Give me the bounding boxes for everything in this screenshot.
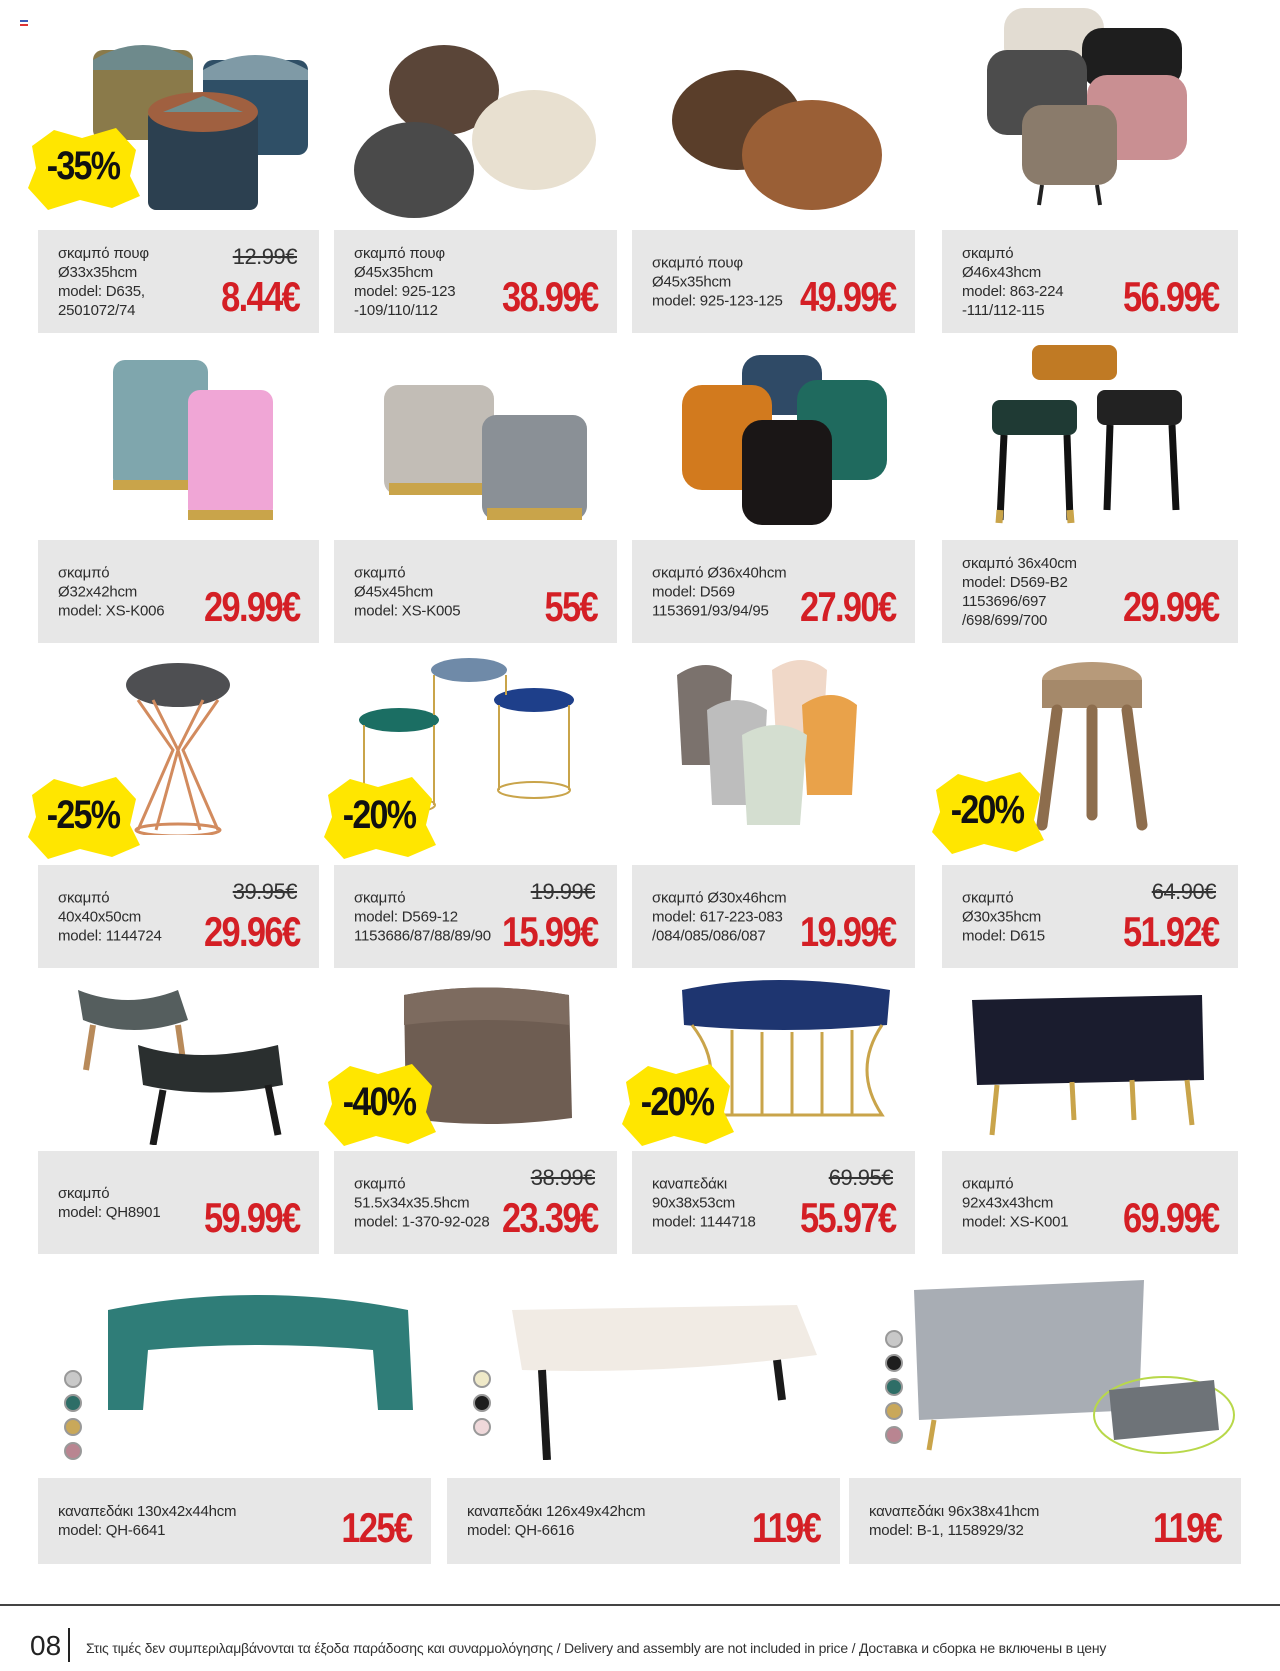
- product-price: 51.92€: [1122, 908, 1218, 955]
- leather-stool-icon: [632, 345, 915, 535]
- velvet-stool-icon: [38, 345, 319, 535]
- product-card[interactable]: [334, 345, 617, 643]
- storage-bench-icon: [899, 1270, 1241, 1460]
- product-description: σκαμπό 51.5x34x35.5hcm model: 1-370-92-028: [354, 1175, 490, 1230]
- product-price: 56.99€: [1122, 273, 1218, 320]
- product-price: 29.96€: [203, 908, 299, 955]
- old-price: 69.95€: [828, 1165, 893, 1190]
- macrame-pouf-icon: [632, 10, 915, 225]
- product-info: [849, 1478, 1241, 1564]
- product-description: σκαμπό 92x43x43hcm model: XS-K001: [962, 1175, 1069, 1230]
- product-price: 55€: [544, 583, 597, 630]
- swatch-teal[interactable]: [885, 1378, 903, 1396]
- swatch-gold[interactable]: [64, 1418, 82, 1436]
- swatch-gold[interactable]: [885, 1402, 903, 1420]
- product-info: [942, 865, 1238, 968]
- product-description: σκαμπό Ø30x35hcm model: D615: [962, 889, 1045, 944]
- swatch-pink[interactable]: [64, 1442, 82, 1460]
- discount-badge: -20%: [320, 775, 438, 859]
- product-card[interactable]: [942, 970, 1238, 1254]
- swatch-gray[interactable]: [885, 1330, 903, 1348]
- product-description: καναπεδάκι 96x38x41hcm model: B-1, 1158929/32: [869, 1503, 1040, 1539]
- discount-badge: -25%: [24, 775, 142, 859]
- swatch-gray[interactable]: [64, 1370, 82, 1388]
- product-price: 69.99€: [1122, 1194, 1218, 1241]
- product-card[interactable]: [38, 970, 319, 1254]
- old-price: 39.95€: [232, 879, 297, 904]
- product-card[interactable]: [942, 0, 1238, 334]
- swatch-teal[interactable]: [64, 1394, 82, 1412]
- product-info: [942, 230, 1238, 333]
- product-price: 119€: [751, 1504, 820, 1551]
- product-card[interactable]: [334, 0, 617, 334]
- product-description: σκαμπό Ø45x45hcm model: XS-K005: [354, 564, 461, 619]
- product-info: [38, 1151, 319, 1254]
- product-card[interactable]: [38, 655, 319, 955]
- knitted-pouf-icon: [334, 10, 617, 225]
- product-info: [38, 865, 319, 968]
- product-info: [942, 1151, 1238, 1254]
- product-description: σκαμπό model: QH8901: [58, 1184, 161, 1221]
- language-flag-icon: [20, 20, 28, 26]
- product-description: σκαμπό Ø36x40hcm model: D569 1153691/93/94/95: [652, 564, 787, 619]
- product-info: [334, 865, 617, 968]
- product-description: σκαμπό πουφ Ø45x35hcm model: 925-123-125: [652, 254, 783, 309]
- product-card[interactable]: [632, 655, 915, 955]
- footer-disclaimer: Στις τιμές δεν συμπεριλαμβάνονται τα έξοδα παράδοσης και συναρμολόγησης / Delivery and assembly are not included in price / Доставка и сборка не включены в цену: [86, 1640, 1107, 1656]
- product-description: σκαμπό Ø32x42hcm model: XS-K006: [58, 564, 165, 619]
- swatch-cream[interactable]: [473, 1370, 491, 1388]
- product-card[interactable]: [632, 345, 915, 643]
- cream-bench-icon: [497, 1270, 840, 1460]
- product-card[interactable]: [334, 655, 617, 955]
- discount-badge: -20%: [618, 1062, 736, 1146]
- color-swatches: [64, 1370, 82, 1466]
- swatch-black[interactable]: [885, 1354, 903, 1372]
- product-description: σκαμπό 40x40x50cm model: 1144724: [58, 889, 162, 944]
- product-card[interactable]: [632, 970, 915, 1254]
- product-price: 29.99€: [1122, 583, 1218, 630]
- discount-badge: -20%: [928, 770, 1046, 854]
- product-price: 55.97€: [799, 1194, 895, 1241]
- product-card[interactable]: [942, 655, 1238, 955]
- product-info: [632, 540, 915, 643]
- product-price: 15.99€: [501, 908, 597, 955]
- color-swatches: [885, 1330, 903, 1450]
- product-card[interactable]: [849, 1270, 1241, 1566]
- product-info: [38, 1478, 431, 1564]
- old-price: 12.99€: [232, 244, 297, 269]
- product-info: [38, 230, 319, 333]
- product-price: 49.99€: [799, 273, 895, 320]
- color-swatches: [473, 1370, 491, 1442]
- product-card[interactable]: [447, 1270, 840, 1566]
- product-price: 27.90€: [799, 583, 895, 630]
- product-price: 119€: [1152, 1504, 1221, 1551]
- product-card[interactable]: [942, 345, 1238, 643]
- product-card[interactable]: [334, 970, 617, 1254]
- swatch-light-pink[interactable]: [473, 1418, 491, 1436]
- product-info: [632, 865, 915, 968]
- old-price: 64.90€: [1151, 879, 1216, 904]
- product-card[interactable]: [632, 0, 915, 334]
- product-description: καναπεδάκι 90x38x53cm model: 1144718: [652, 1175, 756, 1230]
- product-description: σκαμπό πουφ Ø45x35hcm model: 925-123 -109/110/112: [354, 244, 456, 319]
- product-price: 23.39€: [501, 1194, 597, 1241]
- product-info: [942, 540, 1238, 643]
- product-card[interactable]: [38, 0, 319, 334]
- product-card[interactable]: [38, 345, 319, 643]
- velvet-stool-grey-icon: [334, 345, 617, 535]
- product-description: σκαμπό Ø46x43hcm model: 863-224 -111/112-115: [962, 244, 1064, 319]
- product-price: 59.99€: [203, 1194, 299, 1241]
- discount-badge: -40%: [320, 1062, 438, 1146]
- legged-stool-icon: [942, 345, 1238, 535]
- product-info: [334, 230, 617, 333]
- product-price: 38.99€: [501, 273, 597, 320]
- swatch-black[interactable]: [473, 1394, 491, 1412]
- product-description: σκαμπό 36x40cm model: D569-B2 1153696/697 /698/699/700: [962, 554, 1077, 629]
- velvet-bench-icon: [942, 970, 1238, 1145]
- product-info: [632, 1151, 915, 1254]
- discount-badge: -35%: [24, 126, 142, 210]
- product-description: σκαμπό Ø30x46hcm model: 617-223-083 /084/085/086/087: [652, 889, 787, 944]
- footrest-icon: [38, 970, 319, 1145]
- product-info: [334, 1151, 617, 1254]
- product-description: καναπεδάκι 130x42x44hcm model: QH-6641: [58, 1503, 237, 1539]
- product-description: καναπεδάκι 126x49x42hcm model: QH-6616: [467, 1503, 646, 1539]
- page-number: 08: [30, 1630, 62, 1661]
- product-card[interactable]: [38, 1270, 431, 1566]
- product-info: [632, 230, 915, 333]
- fur-stool-icon: [942, 0, 1238, 225]
- product-description: σκαμπό πουφ Ø33x35hcm model: D635, 2501072/74: [58, 244, 149, 319]
- product-description: σκαμπό model: D569-12 1153686/87/88/89/90: [354, 889, 491, 944]
- product-info: [447, 1478, 840, 1564]
- product-price: 29.99€: [203, 583, 299, 630]
- old-price: 19.99€: [530, 879, 595, 904]
- old-price: 38.99€: [530, 1165, 595, 1190]
- product-price: 8.44€: [221, 273, 299, 320]
- product-info: [38, 540, 319, 643]
- product-price: 125€: [340, 1504, 411, 1551]
- plastic-stool-icon: [632, 655, 915, 835]
- product-info: [334, 540, 617, 643]
- footer-separator: [68, 1628, 70, 1662]
- swatch-pink[interactable]: [885, 1426, 903, 1444]
- product-price: 19.99€: [799, 908, 895, 955]
- footer-divider: [0, 1604, 1280, 1606]
- teal-bench-icon: [88, 1270, 431, 1460]
